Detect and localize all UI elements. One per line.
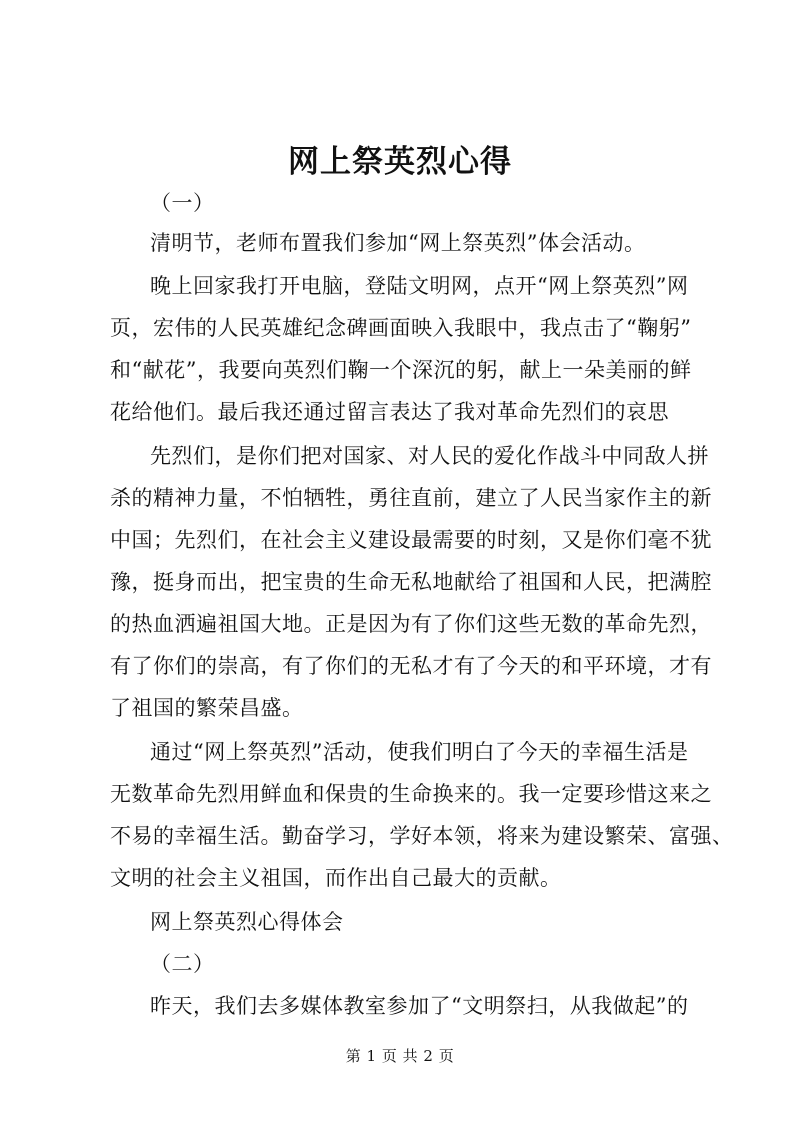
paragraph-line: 杀的精神力量，不怕牺牲，勇往直前，建立了人民当家作主的新 [110,486,712,510]
document-title: 网上祭英烈心得 [288,144,512,180]
paragraph-line: 的热血洒遍祖国大地。正是因为有了你们这些无数的革命先烈， [110,612,712,636]
paragraph-line: 通过“网上祭英烈”活动，使我们明白了今天的幸福生活是 [150,740,689,764]
section-marker-1: （一） [150,191,215,215]
paragraph-line: 有了你们的崇高，有了你们的无私才有了今天的和平环境，才有 [110,654,712,678]
page-footer: 第 1 页 共 2 页 [345,1047,455,1065]
paragraph-line: 先烈们，是你们把对国家、对人民的爱化作战斗中同敌人拼 [150,444,709,468]
paragraph-line: 清明节，老师布置我们参加“网上祭英烈”体会活动。 [150,231,646,255]
paragraph-line: 了祖国的繁荣昌盛。 [110,696,304,720]
paragraph-line: 和“献花”，我要向英烈们鞠一个深沉的躬，献上一朵美丽的鲜 [110,358,692,382]
paragraph-line: 文明的社会主义祖国，而作出自己最大的贡献。 [110,866,562,890]
paragraph-line: 页，宏伟的人民英雄纪念碑画面映入我眼中，我点击了“鞠躬” [110,316,692,340]
subheading: 网上祭英烈心得体会 [150,910,344,934]
paragraph-line: 花给他们。最后我还通过留言表达了我对革命先烈们的哀思 [110,400,669,424]
paragraph-line: 无数革命先烈用鲜血和保贵的生命换来的。我一定要珍惜这来之 [110,782,712,806]
paragraph-line: 中国；先烈们，在社会主义建设最需要的时刻，又是你们毫不犹 [110,528,712,552]
paragraph-line: 晚上回家我打开电脑，登陆文明网，点开“网上祭英烈”网 [150,274,689,298]
paragraph-line: 不易的幸福生活。勤奋学习，学好本领，将来为建设繁荣、富强、 [110,824,734,848]
section-marker-2: （二） [150,952,215,976]
paragraph-line: 昨天，我们去多媒体教室参加了“文明祭扫，从我做起”的 [150,994,689,1018]
paragraph-line: 豫，挺身而出，把宝贵的生命无私地献给了祖国和人民，把满腔 [110,570,712,594]
